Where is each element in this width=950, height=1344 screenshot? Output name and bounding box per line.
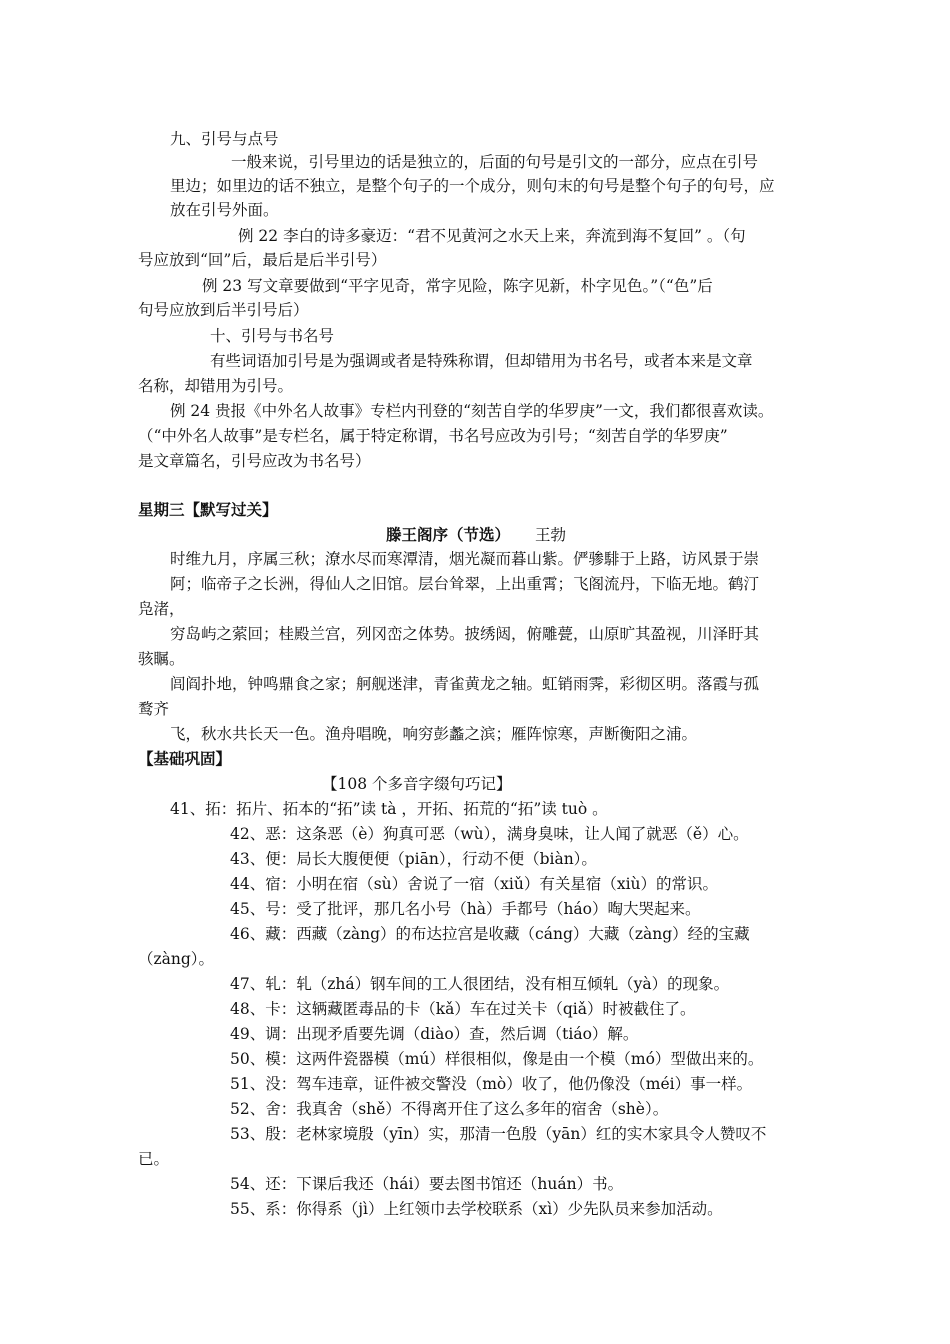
poem-line: 飞，秋水共长天一色。渔舟唱晚，响穷彭蠡之滨；雁阵惊寒，声断衡阳之浦。: [170, 725, 698, 743]
basics-subheading: 【108 个多音字缀句巧记】: [322, 775, 512, 793]
list-item: 48、卡：这辆藏匿毒品的卡（kǎ）车在过关卡（qiǎ）时被截住了。: [230, 1000, 696, 1018]
poem-author: 王勃: [535, 526, 567, 544]
list-item: 55、系：你得系（jì）上红领巾去学校联系（xì）少先队员来参加活动。: [230, 1200, 723, 1218]
list-item: 42、恶：这条恶（è）狗真可恶（wù），满身臭味，让人闻了就恶（ě）心。: [230, 825, 749, 843]
example-24-line: 例 24 贵报《中外名人故事》专栏内刊登的“刻苦自学的华罗庚”一文，我们都很喜欢读。: [170, 402, 774, 420]
list-item: 53、殷：老林家境殷（yīn）实，那清一色殷（yān）红的实木家具令人赞叹不: [230, 1125, 767, 1143]
wednesday-heading: 星期三【默写过关】: [138, 501, 278, 519]
example-23-line: 句号应放到后半引号后）: [138, 301, 309, 319]
poem-line: 凫渚，: [138, 600, 185, 618]
list-item: 51、没：驾车违章，证件被交警没（mò）收了，他仍像没（méi）事一样。: [230, 1075, 753, 1093]
list-item: 43、便：局长大腹便便（piān），行动不便（biàn）。: [230, 850, 597, 868]
list-item: 46、藏：西藏（zàng）的布达拉宫是收藏（cáng）大藏（zàng）经的宝藏: [230, 925, 750, 943]
list-item: 47、轧：轧（zhá）钢车间的工人很团结，没有相互倾轧（yà）的现象。: [230, 975, 730, 993]
poem-line: 鹜齐: [138, 700, 170, 718]
list-item: （zàng）。: [138, 950, 215, 968]
poem-line: 阿；临帝子之长洲，得仙人之旧馆。层台耸翠，上出重霄；飞阁流丹，下临无地。鹤汀: [170, 575, 760, 593]
example-24-line: 是文章篇名，引号应改为书名号）: [138, 452, 371, 470]
list-item: 44、宿：小明在宿（sù）舍说了一宿（xiǔ）有关星宿（xiù）的常识。: [230, 875, 719, 893]
example-23-line: 例 23 写文章要做到“平字见奇，常字见险，陈字见新，朴字见色。”（“色”后: [202, 277, 713, 295]
list-item: 已。: [138, 1150, 170, 1168]
example-22-line: 例 22 李白的诗多豪迈：“君不见黄河之水天上来，奔流到海不复回” 。（句: [238, 227, 746, 245]
poem-line: 闾阎扑地，钟鸣鼎食之家；舸舰迷津，青雀黄龙之轴。虹销雨霁，彩彻区明。落霞与孤: [170, 675, 760, 693]
section10-para-line: 名称，却错用为引号。: [138, 377, 294, 395]
section10-para-line: 有些词语加引号是为强调或者是特殊称谓，但却错用为书名号，或者本来是文章: [210, 352, 753, 370]
example-24-line: （“中外名人故事”是专栏名，属于特定称谓，书名号应改为引号；“刻苦自学的华罗庚”: [138, 427, 728, 445]
list-item: 45、号：受了批评，那几名小号（hà）手都号（háo）啕大哭起来。: [230, 900, 701, 918]
section9-para-line: 里边；如里边的话不独立，是整个句子的一个成分，则句末的句号是整个句子的句号，应: [170, 177, 775, 195]
poem-line: 骇瞩。: [138, 650, 185, 668]
list-item: 54、还：下课后我还（hái）要去图书馆还（huán）书。: [230, 1175, 624, 1193]
example-22-line: 号应放到“回”后，最后是后半引号）: [138, 251, 387, 269]
list-item: 41、拓：拓片、拓本的“拓”读 tà ，开拓、拓荒的“拓”读 tuò 。: [170, 800, 608, 818]
list-item: 50、模：这两件瓷器模（mú）样很相似，像是由一个模（mó）型做出来的。: [230, 1050, 764, 1068]
section9-para-line: 一般来说，引号里边的话是独立的，后面的句号是引文的一部分，应点在引号: [231, 153, 759, 171]
basics-heading: 【基础巩固】: [138, 750, 232, 768]
section9-para-line: 放在引号外面。: [170, 201, 279, 219]
section9-heading: 九、引号与点号: [170, 130, 279, 148]
poem-title: 滕王阁序（节选）: [386, 526, 511, 544]
section10-heading: 十、引号与书名号: [210, 327, 335, 345]
list-item: 52、舍：我真舍（shě）不得离开住了这么多年的宿舍（shè）。: [230, 1100, 669, 1118]
poem-line: 时维九月，序属三秋；潦水尽而寒潭清，烟光凝而暮山紫。俨骖騑于上路，访风景于崇: [170, 550, 760, 568]
poem-line: 穷岛屿之萦回；桂殿兰宫，列冈峦之体势。披绣闼，俯雕甍，山原旷其盈视，川泽盱其: [170, 625, 760, 643]
list-item: 49、调：出现矛盾要先调（diào）查，然后调（tiáo）解。: [230, 1025, 639, 1043]
